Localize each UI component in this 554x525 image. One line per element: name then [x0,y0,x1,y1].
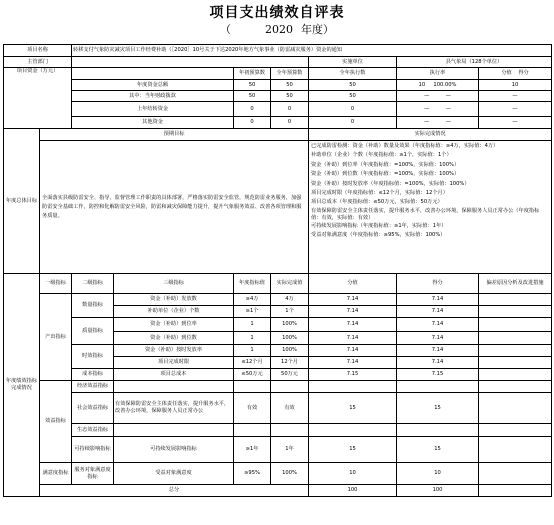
funds-row-label: 上年结转资金 [72,102,234,117]
ind-target [234,424,271,437]
ind-name [114,381,234,393]
indicator-header-row [4,274,552,294]
col-score [479,68,552,80]
ind-target: ≥1年 [234,437,271,463]
ind-score: 7.14 [397,294,479,306]
ind-score [397,381,479,393]
impl-unit-value: 县气象局（128个单位） [397,57,552,68]
funds-cell [397,91,479,102]
output-label: 产出指标 [40,294,72,381]
quality-label: 质量指标 [72,318,114,345]
total-row [4,485,552,497]
ind-weight: 7.14 [309,357,397,369]
goals-section-label: 年度总体目标 [4,129,40,274]
ind-name: 资金（补助）到位数 [114,332,234,345]
hdr-level1: 一级指标 [40,274,72,294]
funds-cell: 0 [271,102,309,117]
funds-cell: 0 [234,102,271,117]
eco-label: 生态效益指标 [72,424,114,437]
ind-weight: 15 [309,437,397,463]
dept-value [72,57,309,68]
funds-weight: — [424,105,430,112]
goals-actual-label: 实际完成情况 [309,129,552,141]
indicator-row [4,437,552,463]
ind-reason [479,437,552,463]
ind-weight [309,381,397,393]
ind-name: 受益对象满意度 [114,463,234,485]
hdr-level2: 二级指标 [72,274,114,294]
ind-name: 补助单位（企业）个数 [114,306,234,318]
funds-cell: 50 [234,91,271,102]
ind-reason [479,357,552,369]
indicator-row [4,381,552,393]
goals-actual-item: 项目总成本（年度指标值：≤50万元，实际值：50万元） [311,199,443,206]
total-label: 总分 [40,485,309,497]
ind-score: 10 [397,463,479,485]
ind-actual: 4万 [271,294,309,306]
funds-cell: 0 [234,117,271,129]
goals-actual-item: 资金（补助）到位率（年度指标值：=100%，实际值：100%） [311,161,460,168]
ind-reason [479,332,552,345]
funds-row [4,102,552,117]
ind-score: 7.14 [397,306,479,318]
indicator-row [4,294,552,306]
page-title: 项目支出绩效自评表 [209,5,345,21]
col-score-weight: 分值 [501,70,512,76]
indicator-row [4,463,552,485]
funds-cell: 50 [234,80,271,91]
dept-row [4,57,552,68]
goals-actual-item: 有效保障防雷安全主体责任落实，提升服务水平，改善办公环境，保障服务人员正常办公（年度指标值：有效，实际值：有效） [311,207,540,221]
funds-cell: 50 [309,91,397,102]
ind-weight: 7.14 [309,318,397,332]
ind-name: 有效保障防雷安全主体责任落实，提升服务水平，改善办公环境，保障服务人员正常办公 [114,393,234,424]
ind-name: 资金（补助）按时发放率 [114,345,234,357]
ind-score: 7.15 [397,369,479,381]
ind-actual: 100% [271,345,309,357]
ind-target: ≤50万元 [234,369,271,381]
hdr-target: 年度指标值 [234,274,271,294]
hdr-score: 得分 [397,274,479,294]
ind-name: 资金（补助）到位率 [114,318,234,332]
ind-reason [479,463,552,485]
funds-rate: — [445,105,451,112]
goals-actual-list [309,141,552,274]
goals-actual-item: 补助单位（企业）个数（年度指标值：≥1个，实际值：1个） [311,152,452,159]
subtitle-year: 2020 [265,23,293,36]
ind-target: ≥1个 [234,306,271,318]
ind-target: ≤12个月 [234,357,271,369]
funds-weight: — [424,92,430,99]
ind-actual: 100% [271,318,309,332]
indicator-row [4,424,552,437]
goals-actual-item: 已完成防雷检测：资金（补助）数量及效果（年度指标值：≥4万，实际值：4万） [311,143,499,149]
goals-actual-item: 资金（补助）到位数（年度指标值：=100%，实际值：100%） [311,171,460,178]
ind-actual: 100% [271,463,309,485]
ind-reason [479,306,552,318]
funds-row-label: 其他资金 [72,117,234,129]
goals-actual-item: 可持续发展影响指标（年度指标值：≥1年，实际值：1年） [311,222,447,229]
ind-weight: 7.14 [309,345,397,357]
ind-actual: 1个 [271,306,309,318]
funds-header-row [4,68,552,80]
goals-header-row [4,129,552,141]
funds-cell: — [479,102,552,117]
ind-score: 7.14 [397,332,479,345]
hdr-reason: 偏差原因分析及改进措施 [479,274,552,294]
funds-cell: — [479,91,552,102]
project-name-label: 项目名称 [4,45,72,57]
goals-expected-label: 预期目标 [40,129,309,141]
ind-reason [479,345,552,357]
goals-content-row [4,141,552,274]
col-full-year-budget: 全年预算数 [271,68,309,80]
funds-weight: — [424,119,430,125]
ind-reason [479,318,552,332]
goals-actual-item: 受益对象满意度（年度指标值：≥95%，实际值：100%） [311,232,446,239]
funds-rate: 100.00% [433,81,457,88]
ind-target [234,381,271,393]
indicator-row [4,318,552,332]
funds-cell: 10 [479,80,552,91]
page-subtitle [0,21,554,37]
ind-score: 7.14 [397,345,479,357]
ind-actual: 100% [271,332,309,345]
ind-target: ≥4万 [234,294,271,306]
qty-label: 数量指标 [72,294,114,318]
ind-score: 7.14 [397,318,479,332]
funds-cell [397,80,479,91]
indicator-row [4,369,552,381]
funds-cell: 50 [271,80,309,91]
evaluation-table [3,44,552,497]
ind-score: 7.14 [397,357,479,369]
ind-reason [479,294,552,306]
ind-name [114,424,234,437]
ind-actual [271,381,309,393]
ind-target: 有效 [234,393,271,424]
sustain-label: 可持续影响指标 [72,437,114,463]
ind-weight: 7.14 [309,306,397,318]
effect-label: 效益指标 [40,381,72,463]
col-score-value: 得分 [518,70,529,76]
ind-target: ≥95% [234,463,271,485]
funds-cell: — [479,117,552,129]
ind-name: 可持续发展影响指标 [114,437,234,463]
dept-label: 主管部门 [4,57,72,68]
goals-actual-item: 资金（补助）按时发放率（年度指标值：=100%，实际值：100%） [311,180,470,187]
ind-score [397,424,479,437]
econ-label: 经济效益指标 [72,381,114,393]
funds-cell: 50 [309,80,397,91]
project-name-value: 转移支付气象防灾减灾项目工作经费补助（［2020］10号关于下达2020年地方气象事业（防雷减灾服务）资金的通知 [72,45,552,57]
funds-header-blank [72,68,234,80]
funds-label: 项目资金（万元） [4,68,72,129]
funds-cell [397,117,479,129]
funds-row [4,117,552,129]
funds-row-label: 其中：当年财政拨款 [72,91,234,102]
ind-weight: 10 [309,463,397,485]
hdr-actual: 实际完成值 [271,274,309,294]
ind-name: 资金（补助）发放数 [114,294,234,306]
ind-name: 项目完成时限 [114,357,234,369]
subtitle-open-paren: （ [220,23,231,36]
subtitle-year-suffix: 年度） [301,23,334,36]
funds-row [4,91,552,102]
ind-actual: 1年 [271,437,309,463]
ind-target: 1 [234,345,271,357]
ind-actual: 12个月 [271,357,309,369]
satisfaction-sub-label: 服务对象满意度指标 [72,463,114,485]
ind-target: 1 [234,318,271,332]
ind-reason [479,381,552,393]
ind-actual [271,424,309,437]
satisfaction-label: 满意度指标 [40,463,72,485]
col-annual-budget: 年初预算数 [234,68,271,80]
indicators-section-label: 年度绩效指标完成情况 [4,274,40,497]
ind-score: 15 [397,393,479,424]
hdr-level3: 三级指标 [114,274,234,294]
ind-weight: 7.15 [309,369,397,381]
time-label: 时效指标 [72,345,114,369]
ind-reason [479,369,552,381]
funds-cell: 0 [309,117,397,129]
col-exec-rate: 执行率 [397,68,479,80]
total-reason [479,485,552,497]
funds-rate: — [445,92,451,99]
indicator-row [4,393,552,424]
goals-actual-item: 项目完成时限（年度指标值：≤12个月，实际值：12个月） [311,190,448,197]
total-score: 100 [397,485,479,497]
ind-score: 15 [397,437,479,463]
impl-unit-label: 实施单位 [309,57,397,68]
col-full-year-exec: 全年执行数 [309,68,397,80]
funds-cell [397,102,479,117]
ind-weight: 15 [309,393,397,424]
ind-reason [479,424,552,437]
ind-actual: 50万元 [271,369,309,381]
ind-name: 项目总成本 [114,369,234,381]
hdr-weight: 分值 [309,274,397,294]
indicator-row [4,345,552,357]
ind-weight [309,424,397,437]
funds-row-label: 年度资金总额 [72,80,234,91]
funds-rate: — [445,119,451,125]
ind-weight: 7.14 [309,294,397,306]
ind-actual: 有效 [271,393,309,424]
goals-expected-text: 全面落实县级防雷安全、指导、监督管理工作职责的具体部署，严格落实防雷安全监管，规范防雷业务服务，加强防雷安全基础工作，防控和化解防雷安全风险，防雷和减灾保障能力提升，提升气象服务效益、改善各项管理和服务质量。 [40,141,309,274]
social-label: 社会效益指标 [72,393,114,424]
funds-row [4,80,552,91]
funds-cell: 0 [271,117,309,129]
project-name-row [4,45,552,57]
ind-target: 1 [234,332,271,345]
funds-weight: 10 [418,81,426,88]
funds-cell: 0 [309,102,397,117]
ind-weight: 7.14 [309,332,397,345]
cost-label: 成本指标 [72,369,114,381]
funds-cell: 50 [271,91,309,102]
total-weight: 100 [309,485,397,497]
ind-reason [479,393,552,424]
